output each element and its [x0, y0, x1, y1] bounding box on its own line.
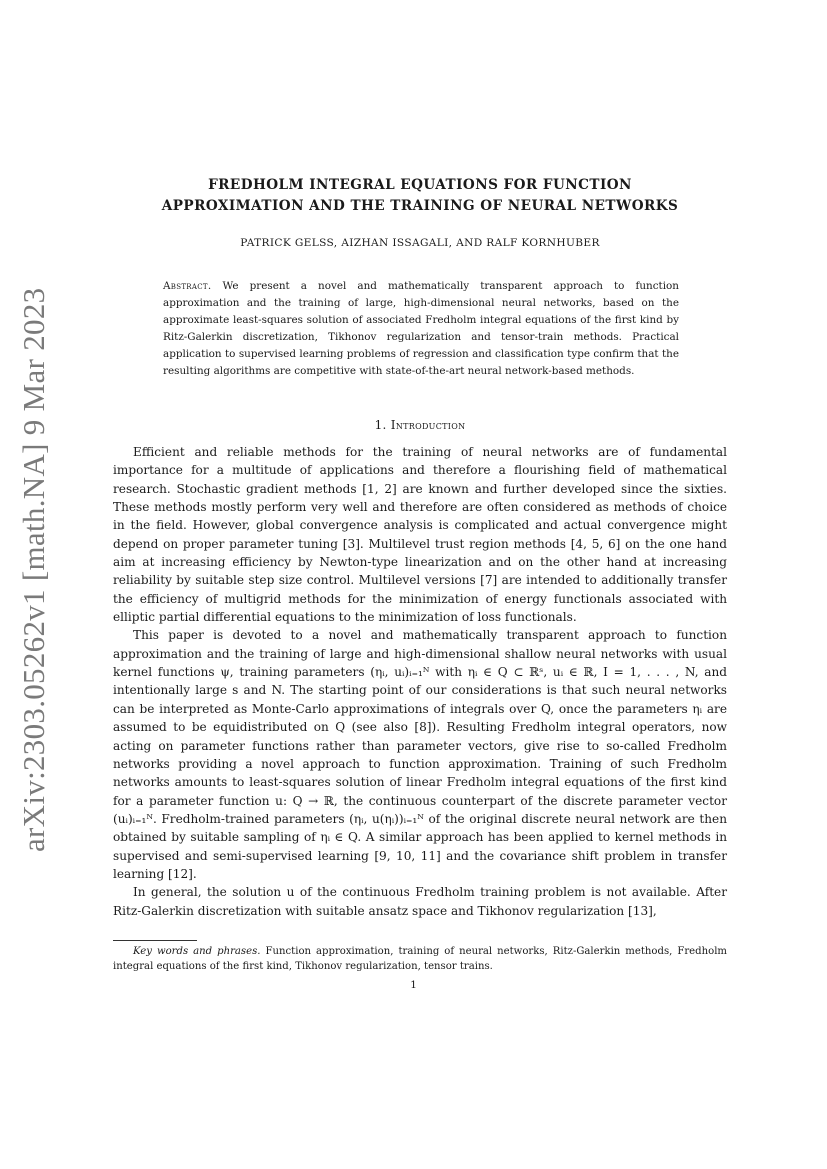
- paragraph-1: Efficient and reliable methods for the training of neural networks are of fundamental importance for a multitude of applications and therefore a flourishing field of mathematical research. Stochastic gradient methods [1, 2] are known and further developed since the sixties. These methods mostly perform very well and therefore are often considered as methods of choice in the field. However, global convergence analysis is complicated and actual convergence might depend on proper parameter tuning [3]. Multilevel trust region methods [4, 5, 6] on the one hand aim at increasing efficiency by Newton-type linearization and on the other hand at increasing reliability by suitable step size control. Multilevel versions [7] are intended to additionally transfer the efficiency of multigrid methods for the minimization of energy functionals associated with elliptic partial differential equations to the minimization of loss functionals.: [113, 445, 727, 625]
- section-title: Introduction: [390, 418, 466, 432]
- footnote-rule: [113, 940, 197, 941]
- abstract-text: We present a novel and mathematically transparent approach to function approximation and the training of large, high-dimensional neural networks, based on the approximate least-squares solution of associated Fredholm integral equations of the first kind by Ritz-Galerkin discretization, Tikhonov regularization and tensor-train methods. Practical application to supervised learning problems of regression and classification type confirm that the resulting algorithms are competitive with state-of-the-art neural network-based methods.: [163, 280, 679, 378]
- footnote: [113, 944, 727, 975]
- title-line-1: FREDHOLM INTEGRAL EQUATIONS FOR FUNCTION: [208, 177, 632, 193]
- author-list: PATRICK GELSS, AIZHAN ISSAGALI, AND RALF KORNHUBER: [240, 237, 600, 249]
- abstract: [163, 278, 679, 381]
- paper-title: [100, 175, 740, 217]
- paragraph-3: In general, the solution u of the continuous Fredholm training problem is not available. After Ritz-Galerkin discretization with suitable ansatz space and Tikhonov regularization [13],: [113, 885, 727, 918]
- section-number: 1.: [374, 418, 387, 432]
- abstract-heading: Abstract.: [163, 280, 212, 292]
- paragraph-2: This paper is devoted to a novel and mathematically transparent approach to function approximation and the training of large and high-dimensional shallow neural networks with usual kernel functions ψ, training parameters (ηᵢ, uᵢ)ᵢ₌₁ᴺ with ηᵢ ∈ Q ⊂ ℝˢ, uᵢ ∈ ℝ, I = 1, . . . , N, and intentionally large s and N. The starting point of our considerations is that such neural networks can be interpreted as Monte-Carlo approximations of integrals over Q, once the parameters ηᵢ are assumed to be equidistributed on Q (see also [8]). Resulting Fredholm integral operators, now acting on parameter functions rather than parameter vectors, give rise to so-called Fredholm networks providing a novel approach to function approximation. Training of such Fredholm networks amounts to least-squares solution of linear Fredholm integral equations of the first kind for a parameter function u: Q → ℝ, the continuous counterpart of the discrete parameter vector (uᵢ)ᵢ₌₁ᴺ. Fredholm-trained parameters (ηᵢ, u(ηᵢ))ᵢ₌₁ᴺ of the original discrete neural network are then obtained by suitable sampling of ηᵢ ∈ Q. A similar approach has been applied to kernel methods in supervised and semi-supervised learning [9, 10, 11] and the covariance shift problem in transfer learning [12].: [113, 628, 727, 881]
- footnote-heading: Key words and phrases.: [133, 946, 261, 957]
- section-heading: [100, 418, 740, 432]
- page-number: 1: [410, 979, 417, 991]
- arxiv-identifier-watermark: arXiv:2303.05262v1 [math.NA] 9 Mar 2023: [16, 287, 51, 852]
- title-line-2: APPROXIMATION AND THE TRAINING OF NEURAL NETWORKS: [161, 198, 679, 214]
- body-text: [113, 443, 727, 920]
- footnote-text: Function approximation, training of neural networks, Ritz-Galerkin methods, Fredholm integral equations of the first kind, Tikhonov regularization, tensor trains.: [113, 946, 727, 973]
